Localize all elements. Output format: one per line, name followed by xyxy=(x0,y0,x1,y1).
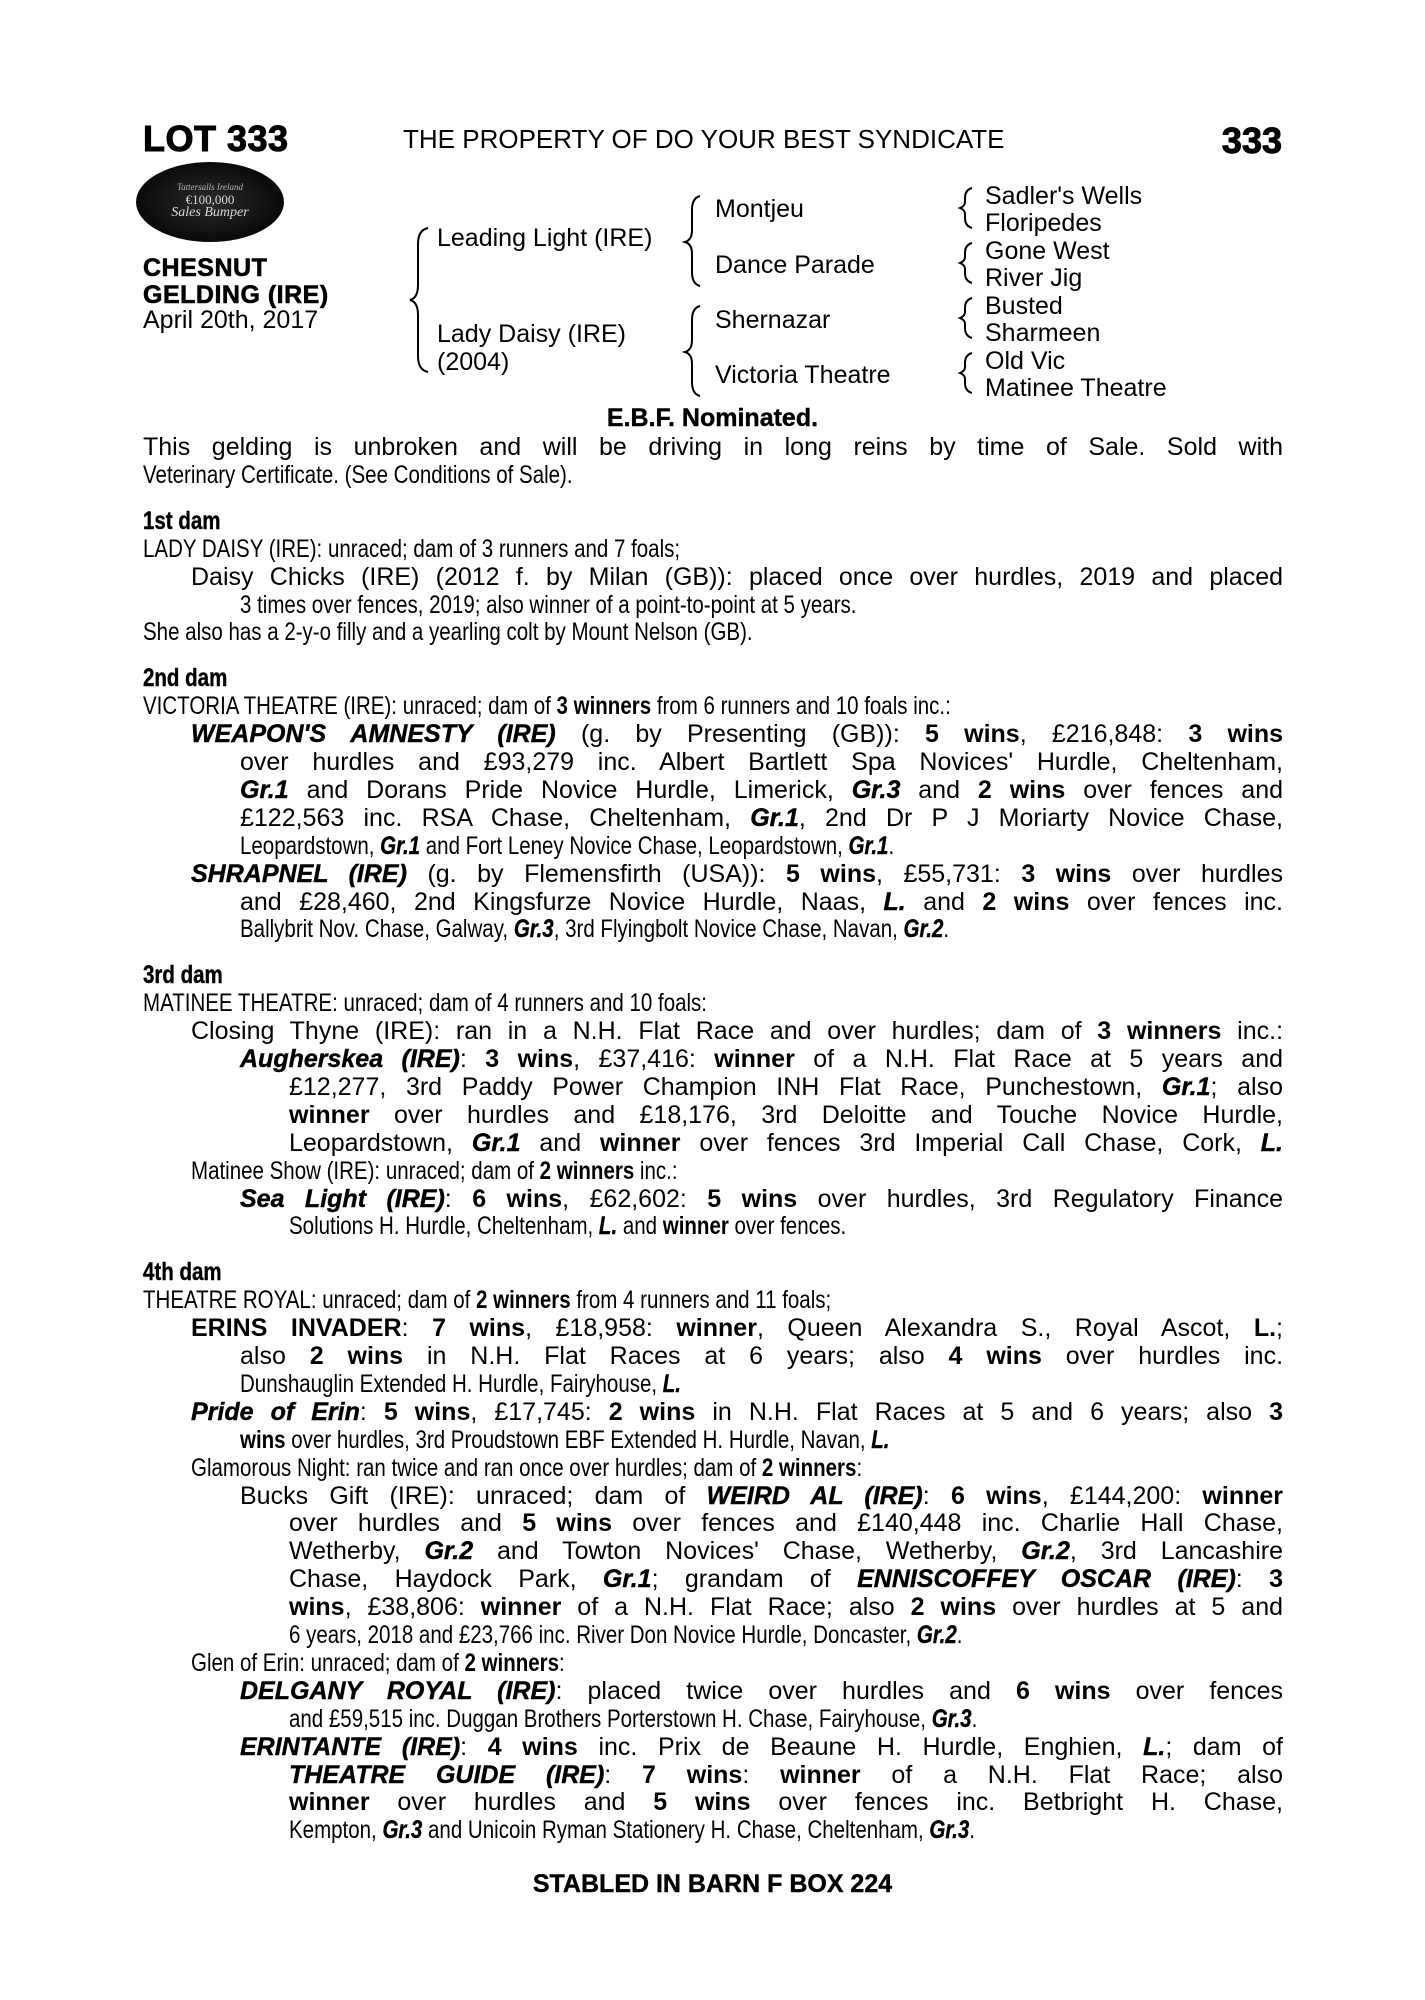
text-line xyxy=(240,1045,1283,1073)
emphasis: 2 wins xyxy=(309,1342,404,1370)
horse-name-or-grade: Gr.1 xyxy=(471,1128,521,1157)
text: , £144,200: xyxy=(1041,1481,1203,1510)
section-heading xyxy=(143,961,240,989)
pedigree-gen3: Floripedes xyxy=(985,209,1102,237)
pedigree-sire-sire: Montjeu xyxy=(715,195,804,223)
pedigree-gen3: Sadler's Wells xyxy=(985,182,1143,210)
text: ; grandam of xyxy=(651,1565,858,1594)
text: MATINEE THEATRE: unraced; dam of 4 runners and 10 foals: xyxy=(143,989,708,1018)
text: Dunshauglin Extended H. Hurdle, Fairyhouse, xyxy=(240,1369,663,1398)
pedigree-sire-dam: Dance Parade xyxy=(715,251,875,279)
text: £12,277, 3rd Paddy Power Champion INH Flat Race, Punchestown, xyxy=(289,1072,1162,1101)
emphasis: 2 winners xyxy=(761,1453,857,1482)
text: , £17,745: xyxy=(470,1397,609,1426)
emphasis: 6 wins xyxy=(472,1184,563,1213)
text: and £59,515 inc. Duggan Brothers Porterstown H. Chase, Fairyhouse, xyxy=(289,1704,932,1733)
text: over hurdles and xyxy=(369,1788,654,1817)
horse-name-or-grade: Gr.3 xyxy=(513,915,554,944)
emphasis: 7 wins xyxy=(432,1314,526,1343)
horse-name-or-grade: Gr.1 xyxy=(602,1565,652,1594)
emphasis: ERINS INVADER xyxy=(191,1314,402,1343)
text: : placed twice over hurdles and xyxy=(555,1676,1016,1705)
horse-name-or-grade: Gr.3 xyxy=(382,1816,423,1845)
text-line xyxy=(191,1398,1283,1426)
emphasis: 3 wins xyxy=(1021,859,1112,888)
text-line xyxy=(240,832,1038,860)
emphasis: L. xyxy=(1253,1314,1277,1343)
horse-name-or-grade: Gr.1 xyxy=(240,775,289,804)
text: in N.H. Flat Races at 5 and 6 years; also xyxy=(695,1397,1270,1426)
text: inc. Prix de Beaune H. Hurdle, Enghien, xyxy=(577,1732,1144,1761)
emphasis: 2 wins xyxy=(982,887,1070,916)
text: , £37,416: xyxy=(573,1045,715,1073)
emphasis: winner xyxy=(1202,1481,1283,1510)
emphasis: winner xyxy=(780,1760,861,1789)
horse-name-or-grade: SHRAPNEL (IRE) xyxy=(191,859,407,888)
horse-name-or-grade: Gr.2 xyxy=(1021,1537,1070,1566)
text: . xyxy=(971,1704,978,1733)
text: : xyxy=(856,1453,863,1482)
text: and xyxy=(520,1128,600,1157)
text-line xyxy=(289,1816,1126,1844)
text-line xyxy=(289,1593,1283,1621)
text-line xyxy=(289,1621,1110,1649)
text-line xyxy=(289,1788,1283,1816)
emphasis: 5 wins xyxy=(786,859,876,888)
section-heading xyxy=(143,664,246,692)
text: Chase, Haydock Park, xyxy=(289,1565,603,1594)
logo-line-2: €100,000 xyxy=(185,191,235,207)
text: . xyxy=(956,1621,963,1649)
text-line xyxy=(240,776,1283,804)
text: and xyxy=(617,1212,663,1241)
text: . xyxy=(969,1816,975,1845)
text-line xyxy=(191,1157,784,1185)
text-line xyxy=(289,1101,1283,1129)
text-line xyxy=(191,1649,647,1677)
pedigree-gen3: Sharmeen xyxy=(985,319,1101,347)
emphasis: 4 wins xyxy=(948,1342,1042,1370)
logo-line-1: Tattersalls Ireland xyxy=(176,182,244,193)
text: over fences 3rd Imperial Call Chase, Cork, xyxy=(680,1128,1261,1157)
horse-name-or-grade: THEATRE GUIDE (IRE) xyxy=(289,1760,605,1789)
pedigree-gen3: Old Vic xyxy=(985,347,1066,375)
emphasis: 2 winners xyxy=(476,1286,571,1315)
text: 3 times over fences, 2019; also winner of a point-to-point at 5 years. xyxy=(240,590,857,619)
emphasis: 3 wins xyxy=(1188,720,1284,749)
text: from 4 runners and 11 foals; xyxy=(570,1286,832,1315)
text: , 3rd Flyingbolt Novice Chase, Navan, xyxy=(553,915,904,944)
brace-dam xyxy=(685,306,700,396)
emphasis: 5 wins xyxy=(653,1788,751,1817)
text: and Fort Leney Novice Chase, Leopardstown, xyxy=(420,831,849,860)
emphasis: 5 wins xyxy=(707,1184,798,1213)
text-line xyxy=(240,1342,1283,1370)
text: THEATRE ROYAL: unraced; dam of xyxy=(143,1286,477,1315)
text-line xyxy=(191,1314,1283,1342)
horse-name-or-grade: ENNISCOFFEY OSCAR (IRE) xyxy=(857,1565,1236,1594)
horse-name-or-grade: ERINTANTE (IRE) xyxy=(240,1732,461,1761)
text-line xyxy=(240,1677,1283,1705)
horse-name-or-grade: Gr.2 xyxy=(424,1537,474,1566)
brace-g3-4 xyxy=(960,353,972,393)
logo-line-3: Sales Bumper xyxy=(171,205,249,221)
text-line xyxy=(143,618,886,646)
horse-colour: CHESNUT xyxy=(143,254,268,282)
horse-name-or-grade: Gr.2 xyxy=(916,1621,957,1649)
pedigree-gen3: Matinee Theatre xyxy=(985,374,1167,402)
text: over hurdles and £93,279 inc. Albert Bartlett Spa Novices' Hurdle, Cheltenham, xyxy=(240,748,1283,776)
heading-text: 4th dam xyxy=(143,1258,222,1287)
text-line xyxy=(289,1509,1283,1537)
emphasis: winner xyxy=(289,1788,370,1817)
emphasis: 2 winners xyxy=(539,1156,635,1185)
emphasis: 5 wins xyxy=(383,1397,471,1426)
emphasis: winner xyxy=(599,1128,681,1157)
text: over fences inc. xyxy=(1069,887,1283,916)
text: Daisy Chicks (IRE) (2012 f. by Milan (GB)): placed once over hurdles, 2019 and placed xyxy=(191,562,1283,591)
horse-name-or-grade: Gr.1 xyxy=(380,831,421,860)
text: , £62,602: xyxy=(562,1184,708,1213)
horse-name-or-grade: L. xyxy=(1260,1128,1283,1157)
pedigree-gen3: River Jig xyxy=(985,264,1083,292)
brace-g3-3 xyxy=(960,298,972,338)
text: (g. by Flemensfirth (USA)): xyxy=(406,859,786,888)
text: : xyxy=(401,1314,433,1343)
text: and Dorans Pride Novice Hurdle, Limerick, xyxy=(288,775,852,804)
text-line xyxy=(289,1073,1283,1101)
horse-name-or-grade: Gr.1 xyxy=(848,831,889,860)
horse-name-or-grade: L. xyxy=(871,1425,890,1454)
text: Bucks Gift (IRE): unraced; dam of xyxy=(240,1481,707,1510)
text-line xyxy=(240,1733,1283,1761)
pedigree-dam-dam: Victoria Theatre xyxy=(715,361,891,389)
text: (g. by Presenting (GB)): xyxy=(555,720,925,749)
text: in N.H. Flat Races at 6 years; also xyxy=(403,1342,949,1370)
horse-name-or-grade: Gr.3 xyxy=(929,1816,970,1845)
text-line xyxy=(240,804,1283,832)
text-line xyxy=(191,1017,1283,1045)
emphasis: 3 winners xyxy=(556,692,652,721)
emphasis: 5 wins xyxy=(925,720,1020,749)
emphasis: wins xyxy=(240,1425,286,1454)
horse-name-or-grade: L. xyxy=(1143,1732,1166,1761)
text-line xyxy=(191,1454,1009,1482)
text: Glamorous Night: ran twice and ran once over hurdles; dam of xyxy=(191,1453,762,1482)
horse-name-or-grade: DELGANY ROYAL (IRE) xyxy=(240,1676,556,1705)
text: over fences inc. Betbright H. Chase, xyxy=(750,1788,1283,1817)
text-line xyxy=(143,692,1128,720)
text: Solutions H. Hurdle, Cheltenham, xyxy=(289,1212,599,1241)
brace-gen1 xyxy=(410,228,428,372)
text-line xyxy=(143,461,667,489)
section-heading xyxy=(143,1258,239,1286)
pedigree-sire: Leading Light (IRE) xyxy=(437,224,653,252)
brace-g3-2 xyxy=(960,243,972,283)
emphasis: 2 wins xyxy=(608,1397,696,1426)
text: : xyxy=(460,1732,488,1761)
emphasis: 3 xyxy=(1269,1397,1283,1426)
heading-text: 1st dam xyxy=(143,506,221,535)
emphasis: winner xyxy=(676,1314,757,1343)
text: Veterinary Certificate. (See Conditions of Sale). xyxy=(143,460,573,489)
text: This gelding is unbroken and will be driving in long reins by time of Sale. Sold with xyxy=(143,433,1283,461)
horse-name-or-grade: Gr.1 xyxy=(750,803,799,832)
horse-name-or-grade: Gr.1 xyxy=(1161,1072,1211,1101)
emphasis: 6 wins xyxy=(950,1481,1042,1510)
text-line xyxy=(289,1129,1283,1157)
emphasis: winner xyxy=(480,1593,562,1622)
text: Leopardstown, xyxy=(289,1128,472,1157)
text-line xyxy=(191,720,1283,748)
text: over fences and xyxy=(1065,775,1284,804)
text-line xyxy=(143,535,798,563)
text-line xyxy=(289,1212,969,1240)
text: : xyxy=(604,1760,643,1789)
text: and xyxy=(900,775,978,804)
section-heading xyxy=(143,507,237,535)
text: Ballybrit Nov. Chase, Galway, xyxy=(240,915,514,944)
text: Matinee Show (IRE): unraced; dam of xyxy=(191,1156,540,1185)
pedigree-gen3: Gone West xyxy=(985,237,1110,265)
text: , £18,958: xyxy=(525,1314,677,1343)
text: over hurdles, 3rd Regulatory Finance xyxy=(797,1184,1283,1213)
emphasis: wins xyxy=(289,1593,345,1622)
ebf-nominated: E.B.F. Nominated. xyxy=(606,404,819,432)
text: : xyxy=(1235,1565,1270,1594)
horse-name-or-grade: WEIRD AL (IRE) xyxy=(706,1481,923,1510)
text: of a N.H. Flat Race; also xyxy=(561,1593,911,1622)
text: Closing Thyne (IRE): ran in a N.H. Flat Race and over hurdles; dam of xyxy=(191,1017,1098,1046)
pedigree-dam-year: (2004) xyxy=(437,348,510,376)
text: : xyxy=(922,1481,951,1510)
brace-sire xyxy=(685,196,700,286)
text: . xyxy=(888,831,895,860)
emphasis: 7 wins xyxy=(642,1760,743,1789)
pedigree-gen3: Busted xyxy=(985,292,1063,320)
text: ; dam of xyxy=(1165,1732,1283,1761)
foaling-date: April 20th, 2017 xyxy=(143,306,319,334)
emphasis: 5 wins xyxy=(522,1509,612,1538)
text: VICTORIA THEATRE (IRE): unraced; dam of xyxy=(143,692,557,721)
text: over hurdles, 3rd Proudstown EBF Extended H. Hurdle, Navan, xyxy=(285,1425,872,1454)
lot-label: LOT 333 xyxy=(143,118,289,159)
horse-name-or-grade: Pride of Erin xyxy=(191,1397,360,1426)
horse-name-or-grade: L. xyxy=(883,887,906,916)
pedigree-dam-sire: Shernazar xyxy=(715,306,831,334)
text-line xyxy=(240,888,1283,916)
text: , 3rd Lancashire xyxy=(1069,1537,1283,1566)
text-line xyxy=(240,1482,1283,1510)
text: , £55,731: xyxy=(876,859,1022,888)
text-line xyxy=(240,1185,1283,1213)
stabling-info: STABLED IN BARN F BOX 224 xyxy=(532,1870,893,1898)
emphasis: 3 wins xyxy=(485,1045,574,1073)
horse-name-or-grade: Sea Light (IRE) xyxy=(240,1184,445,1213)
text-line xyxy=(240,591,992,619)
heading-text: 2nd dam xyxy=(143,664,228,693)
text: over hurdles and £18,176, 3rd Deloitte and Touche Novice Hurdle, xyxy=(369,1100,1283,1129)
text-line xyxy=(240,915,1105,943)
text: from 6 runners and 10 foals inc.: xyxy=(651,692,951,721)
text-line xyxy=(143,1286,982,1314)
text: inc.: xyxy=(1221,1017,1284,1046)
emphasis: 6 wins xyxy=(1015,1676,1111,1705)
text: , Queen Alexandra S., Royal Ascot, xyxy=(756,1314,1254,1343)
text: and Unicoin Ryman Stationery H. Chase, Cheltenham, xyxy=(422,1816,930,1845)
text-line xyxy=(240,1370,778,1398)
pedigree-braces xyxy=(0,0,1425,420)
emphasis: 2 winners xyxy=(464,1648,560,1677)
text: , 2nd Dr P J Moriarty Novice Chase, xyxy=(798,803,1284,832)
emphasis: winner xyxy=(714,1045,795,1073)
horse-name-or-grade: Gr.3 xyxy=(931,1704,972,1733)
horse-name-or-grade: Gr.3 xyxy=(851,775,901,804)
pedigree-dam: Lady Daisy (IRE) xyxy=(437,320,626,348)
text-line xyxy=(289,1565,1283,1593)
text: ; xyxy=(1276,1314,1283,1343)
text: of a N.H. Flat Race at 5 years and xyxy=(794,1045,1283,1073)
emphasis: winner xyxy=(662,1212,729,1241)
text: : xyxy=(359,1397,384,1426)
horse-name-or-grade: L. xyxy=(662,1369,681,1398)
text-line xyxy=(191,563,1283,591)
text: over fences. xyxy=(728,1212,847,1241)
horse-name-or-grade: Augherskea (IRE) xyxy=(240,1045,460,1073)
text: Kempton, xyxy=(289,1816,383,1845)
text: over hurdles xyxy=(1111,859,1283,888)
horse-sex: GELDING (IRE) xyxy=(143,281,329,309)
emphasis: 2 wins xyxy=(910,1593,997,1622)
text: LADY DAISY (IRE): unraced; dam of 3 runners and 7 foals; xyxy=(143,534,681,563)
text: and £28,460, 2nd Kingsfurze Novice Hurdle, Naas, xyxy=(240,887,884,916)
text-line xyxy=(240,748,1283,776)
horse-name-or-grade: WEAPON'S AMNESTY (IRE) xyxy=(191,720,556,749)
text: over hurdles at 5 and xyxy=(996,1593,1284,1622)
text: and Towton Novices' Chase, Wetherby, xyxy=(473,1537,1022,1566)
emphasis: 3 winners xyxy=(1097,1017,1222,1046)
brace-g3-1 xyxy=(960,188,972,228)
text: , £216,848: xyxy=(1019,720,1189,749)
heading-text: 3rd dam xyxy=(143,961,223,990)
text: over hurdles inc. xyxy=(1041,1342,1284,1370)
text: : xyxy=(559,1648,565,1677)
text: over fences xyxy=(1110,1676,1283,1705)
text: over fences and £140,448 inc. Charlie Hall Chase, xyxy=(611,1509,1283,1538)
property-of: THE PROPERTY OF DO YOUR BEST SYNDICATE xyxy=(403,124,1005,154)
text-line xyxy=(289,1761,1283,1789)
text: 6 years, 2018 and £23,766 inc. River Don Novice Hurdle, Doncaster, xyxy=(289,1621,917,1649)
text: . xyxy=(943,915,950,944)
text-line xyxy=(289,1705,1128,1733)
text: over hurdles and xyxy=(289,1509,523,1538)
horse-name-or-grade: Gr.2 xyxy=(903,915,944,944)
text: Glen of Erin: unraced; dam of xyxy=(191,1648,465,1677)
text: of a N.H. Flat Race; also xyxy=(860,1760,1283,1789)
emphasis: 3 xyxy=(1269,1565,1283,1594)
text: : xyxy=(742,1760,781,1789)
text: £122,563 inc. RSA Chase, Cheltenham, xyxy=(240,803,751,832)
horse-name-or-grade: L. xyxy=(598,1212,618,1241)
text: : xyxy=(459,1045,486,1073)
text-line xyxy=(289,1537,1283,1565)
emphasis: 4 wins xyxy=(487,1732,578,1761)
text: : xyxy=(444,1184,473,1213)
text: Leopardstown, xyxy=(240,831,381,860)
text: also xyxy=(240,1342,310,1370)
lot-number: 333 xyxy=(1221,120,1282,161)
text: ; also xyxy=(1210,1072,1283,1101)
emphasis: winner xyxy=(289,1100,370,1129)
text-line xyxy=(191,860,1283,888)
emphasis: 2 wins xyxy=(977,775,1066,804)
text-line xyxy=(143,433,1283,461)
text-line xyxy=(240,1426,1032,1454)
text: She also has a 2-y-o filly and a yearling colt by Mount Nelson (GB). xyxy=(143,618,753,647)
text: Wetherby, xyxy=(289,1537,425,1566)
text: inc.: xyxy=(634,1156,678,1185)
text: , £38,806: xyxy=(344,1593,481,1622)
text: and xyxy=(905,887,983,916)
text-line xyxy=(143,989,831,1017)
